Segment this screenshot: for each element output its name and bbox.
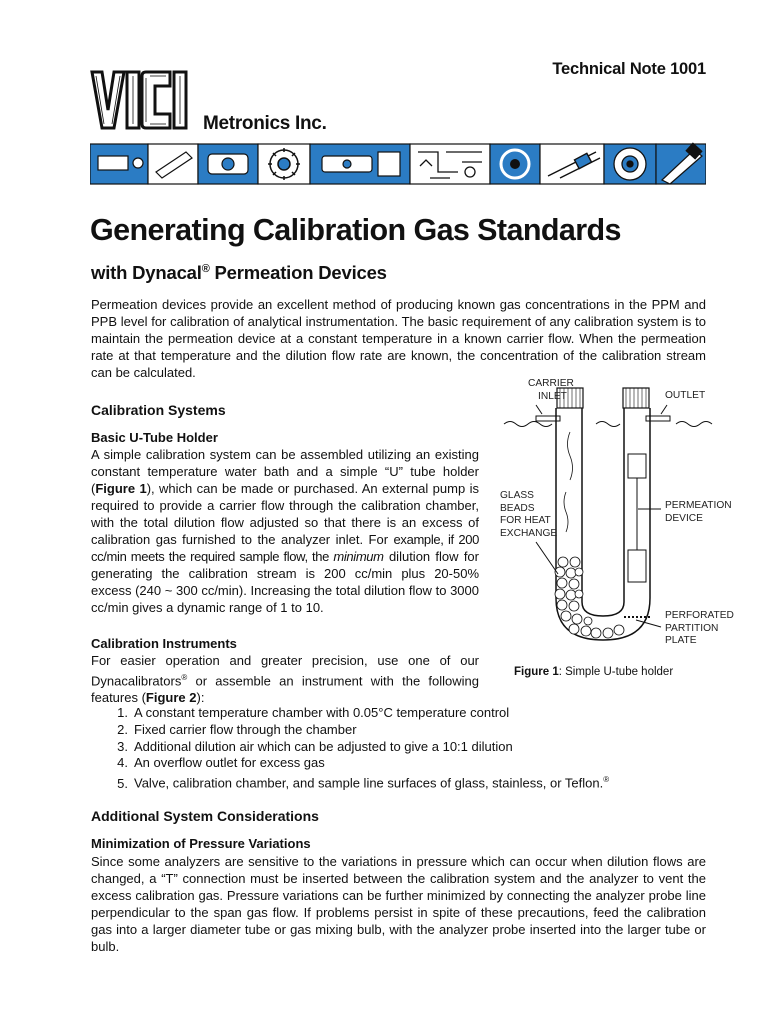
- list-item: 2. Fixed carrier flow through the chamber: [117, 721, 357, 737]
- glass-beads-label: GLASS BEADS FOR HEAT EXCHANGE: [500, 490, 558, 539]
- page-subtitle: [91, 262, 387, 284]
- page-title: Generating Calibration Gas Standards: [90, 213, 621, 247]
- basic-text-2: ), which can be made or purchased. An external pump is required to provide a carrier flow through the calibration chamber, with the total dilution flow adjusted so that there is an excess of calibration gas furnished to the analyzer inlet. For: [91, 481, 479, 547]
- perforated-plate-label: PERFORATED PARTITION PLATE: [665, 610, 734, 646]
- product-icon-strip: [90, 142, 706, 186]
- subtitle-text: with Dynacal: [91, 262, 202, 283]
- basic-text-1: A simple calibration system can be assembled utilizing an existing constant temperature water bath and a simple “U” tube holder (: [91, 447, 479, 496]
- calibration-instruments-heading: Calibration Instruments: [91, 636, 237, 651]
- calibration-instruments-paragraph: [91, 652, 479, 706]
- minimum-italic: minimum: [333, 549, 384, 564]
- list-item: 3. Additional dilution air which can be adjusted to give a 10:1 dilution: [117, 738, 513, 754]
- features-list: [106, 705, 706, 792]
- permeation-device-label: PERMEATION DEVICE: [665, 500, 732, 524]
- pressure-variations-heading: Minimization of Pressure Variations: [91, 836, 311, 851]
- intro-paragraph: Permeation devices provide an excellent method of producing known gas concentrations in the PPM and PPB level for calibration of analytical instrumentation. The basic requirement of any calibration system is to maintain the permeation device at a constant temperature in a known carrier flow. When the permeation rate at that temperature and the dilution flow rate are known, the concentration of the calibration stream can be calculated.: [91, 297, 706, 380]
- figure-2-ref: Figure 2: [145, 690, 197, 706]
- technical-note-label: Technical Note 1001: [552, 60, 706, 78]
- carrier-inlet-label: CARRIER INLET: [528, 378, 574, 402]
- outlet-label: OUTLET: [665, 390, 706, 401]
- pressure-variations-paragraph: Since some analyzers are sensitive to the variations in pressure which can occur when dilution flows are changed, a “T” connection must be inserted between the calibration system and the analyzer to vent the excess calibration gas. Pressure variations can be further minimized by connecting the analyzer probe line perpendicular to the span gas flow. If problems persist in spite of these precautions, feed the calibration gas into a larger diameter tube or gas mixing bulb, with the analyzer probe inserted into the larger tube or bulb.: [91, 854, 706, 954]
- instr-text-1: For easier operation and greater precision, use one of our Dynacalibrators: [91, 653, 479, 689]
- list-item: 5. Valve, calibration chamber, and sample line surfaces of glass, stainless, or Teflon.®: [117, 775, 610, 791]
- instr-registered-mark: ®: [181, 673, 188, 682]
- basic-utube-heading: Basic U-Tube Holder: [91, 430, 218, 445]
- company-name: Metronics Inc.: [203, 113, 327, 134]
- registered-mark: ®: [201, 262, 210, 275]
- instr-text-2: or assemble an instrument with the following features (: [91, 673, 479, 706]
- subtitle-rest: Permeation Devices: [209, 262, 387, 283]
- list-item: 1. A constant temperature chamber with 0.05°C temperature control: [117, 705, 510, 720]
- basic-text-3a: example, if 200 cc/min meets the required sample flow, the: [91, 532, 479, 564]
- vici-logo: [90, 70, 200, 130]
- figure-1-ref: Figure 1: [95, 481, 147, 496]
- basic-utube-paragraph: [91, 446, 479, 616]
- basic-text-4: dilution flow for generating the calibration stream is 200 cc/min plus 20-50% excess (240 ~ 300 cc/min). Increasing the total dilution flow to 3000 cc/min gives a dynamic range of 1 to 10.: [91, 549, 479, 615]
- additional-considerations-heading: Additional System Considerations: [91, 808, 319, 824]
- calibration-systems-heading: Calibration Systems: [91, 402, 226, 418]
- instr-text-3: ):: [196, 690, 205, 706]
- figure-1-caption: Figure 1: Simple U-tube holder: [514, 666, 674, 678]
- list-item: 4. An overflow outlet for excess gas: [117, 755, 325, 771]
